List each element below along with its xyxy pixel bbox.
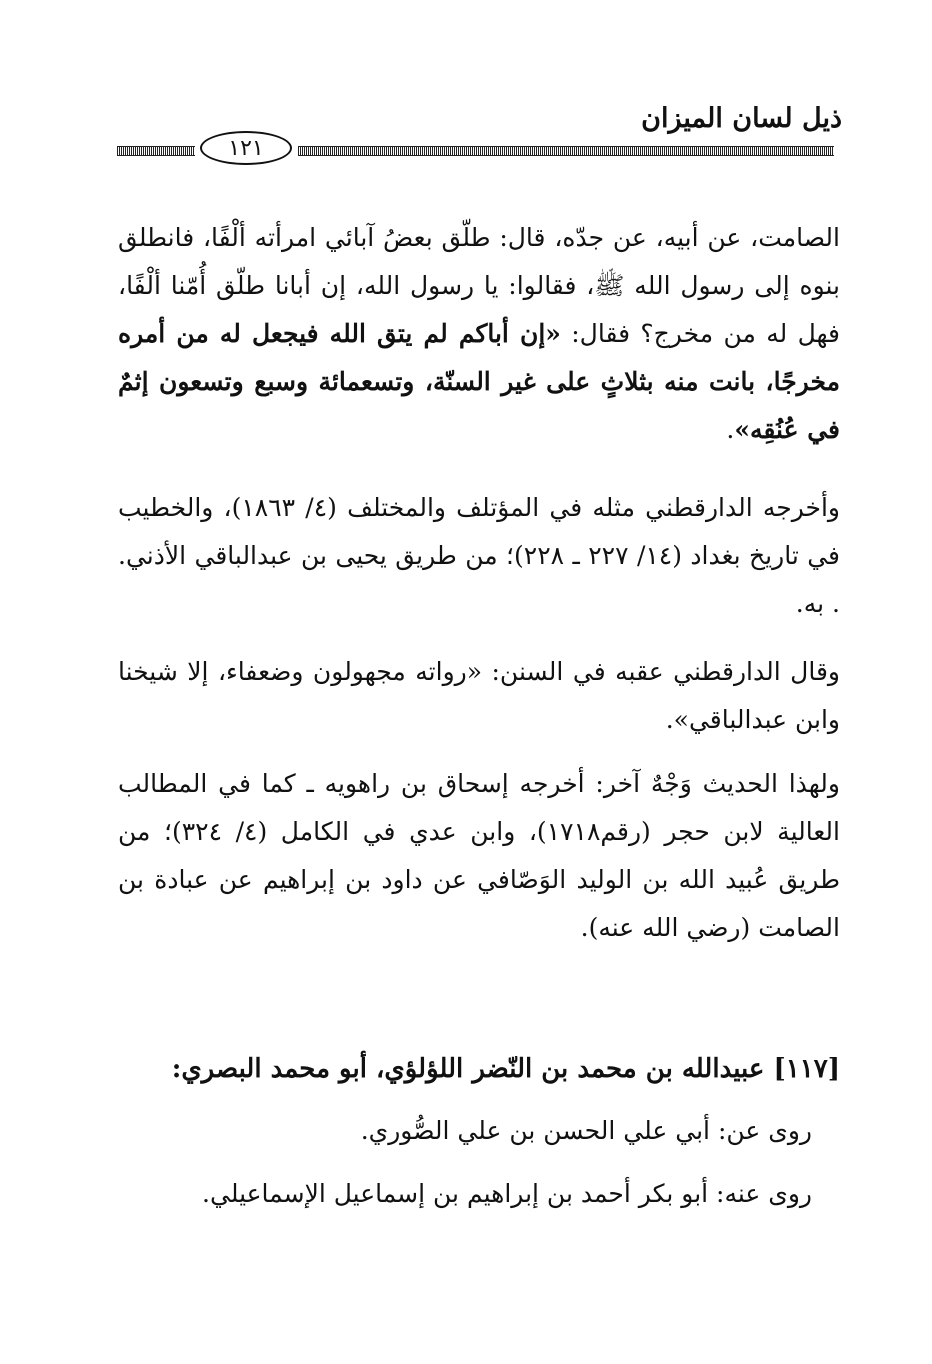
hadith-end: .: [726, 415, 735, 444]
biography-heading: [١١٧] عبيدالله بن محمد بن النّضر اللؤلؤي، أبو محمد البصري:: [171, 1054, 840, 1084]
hadith-chain: الصامت، عن أبيه، عن جدّه، قال: طلّق بعضُ آبائي امرأته ألْفًا، فانطلق بنوه إلى رسول الله ﷺ، فقالوا: يا رسول الله، إن أبانا طلّق أُمّنا ألْفًا، فهل له من مخرج؟ فقال:: [118, 223, 840, 348]
paragraph-other-route: ولهذا الحديث وَجْهٌ آخر: أخرجه إسحاق بن راهويه ـ كما في المطالب العالية لابن حجر (رقم١٧١٨)، وابن عدي في الكامل (٤/ ٣٢٤)؛ من طريق عُبيد الله بن الوليد الوَصّافي عن داود بن إبراهيم عن عبادة بن الصامت (رضي الله عنه).: [118, 769, 840, 942]
paragraph-daraqutni: وقال الدارقطني عقبه في السنن: «رواته مجهولون وضعفاء، إلا شيخنا وابن عبدالباقي».: [118, 657, 840, 734]
header-rule-right: [298, 146, 834, 156]
header-rule-left: [117, 146, 195, 156]
narrated-from-line: روى عن: أبي علي الحسن بن علي الصُّوري.: [360, 1116, 812, 1145]
paragraph-hadith: [118, 214, 840, 454]
paragraph-takhrij: وأخرجه الدارقطني مثله في المؤتلف والمختلف (٤/ ١٨٦٣)، والخطيب في تاريخ بغداد (١٤/ ٢٢٧ ـ ٢٢٨)؛ من طريق يحيى بن عبدالباقي الأذني. . به.: [118, 493, 840, 618]
page-number-text: ١٢١: [228, 135, 264, 161]
page-number: [200, 131, 292, 165]
hadith-text: «إن أباكم لم يتق الله فيجعل له من أمره مخرجًا، بانت منه بثلاثٍ على غير السنّة، وتسعمائة وسبع وتسعون إثمٌ في عُنُقِه»: [118, 319, 840, 444]
running-header-title: ذيل لسان الميزان: [641, 103, 842, 134]
narrated-by-line: روى عنه: أبو بكر أحمد بن إبراهيم بن إسماعيل الإسماعيلي.: [202, 1179, 812, 1208]
